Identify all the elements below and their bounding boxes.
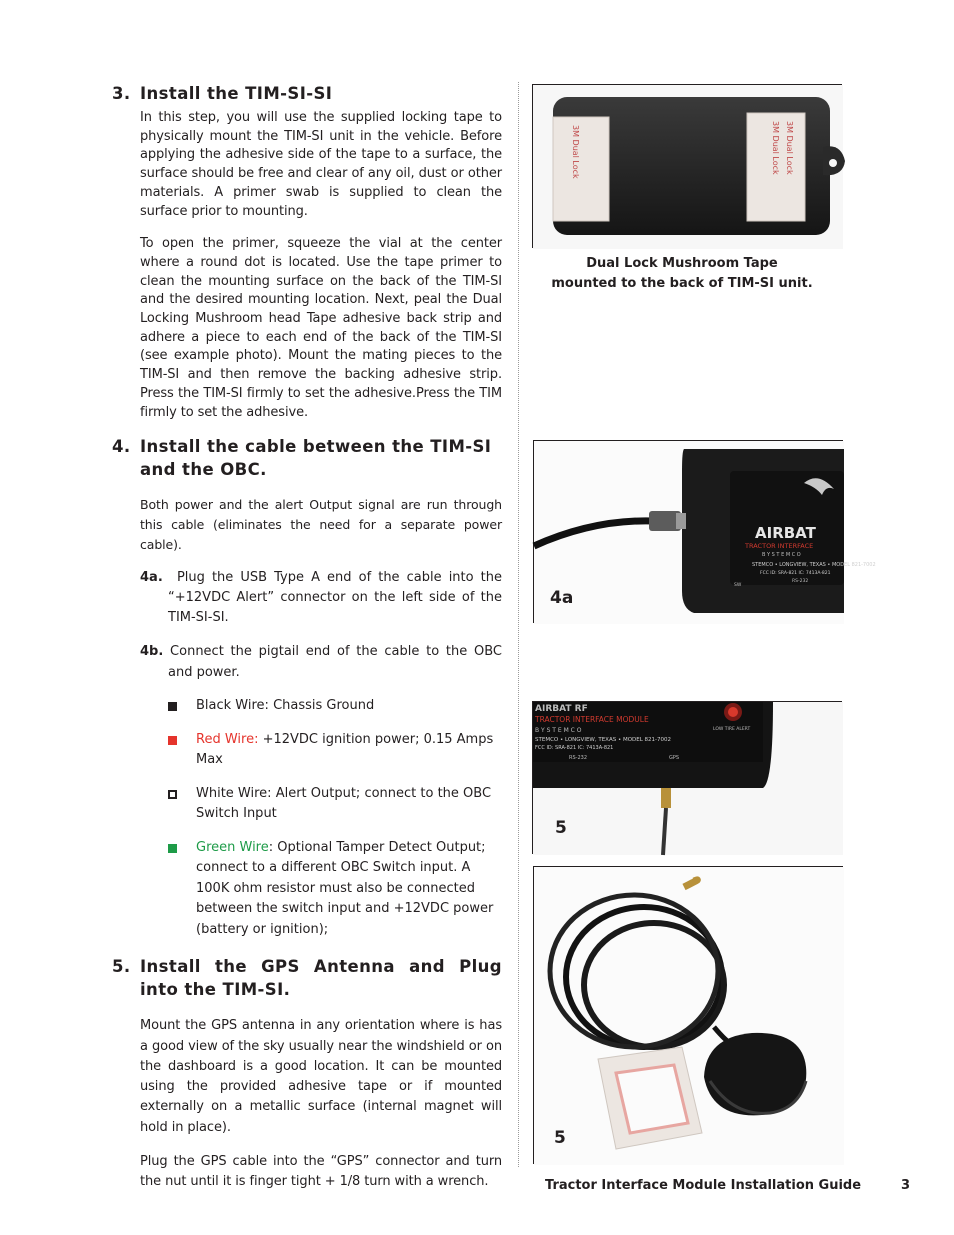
photo-caption (532, 254, 832, 294)
wire-list (112, 696, 502, 940)
section-5-number: 5. (112, 957, 131, 977)
wire-item-green (168, 838, 502, 941)
column-divider (518, 82, 519, 1167)
wire-label-white: White Wire (196, 785, 268, 801)
section-5-paragraph-1: Mount the GPS antenna in any orientation where is has a good view of the sky usually near the windshield or on the dashboard is a good location. It can be mounted using the provided adhesive tape or if mounted externally on a metallic surface (internal magnet will hold in place). (140, 1018, 502, 1135)
device-by: B Y S T E M C O (762, 552, 801, 558)
step-4b (140, 641, 502, 683)
port-rs232-label-2: RS-232 (569, 755, 587, 761)
device-subtitle-module: TRACTOR INTERFACE MODULE (535, 715, 649, 724)
wire-text-white: Alert Output; connect to the OBC Switch Input (196, 785, 492, 822)
photo-4a-label: 4a (550, 588, 574, 608)
step-4b-label: 4b. (140, 644, 164, 660)
tape-text-right-2: 3M Dual Lock (785, 121, 794, 175)
filled-square-bullet-icon (168, 736, 177, 745)
step-4a (140, 568, 502, 628)
tape-text-left: 3M Dual Lock (571, 125, 580, 179)
step-4a-label: 4a. (140, 570, 163, 586)
section-4-title: Install the cable between the TIM-SI and the OBC. (140, 437, 492, 480)
section-5-heading (112, 955, 502, 1001)
device-subtitle: TRACTOR INTERFACE (745, 542, 814, 550)
tape-text-right: 3M Dual Lock (771, 121, 780, 175)
device-brand: AIRBAT (755, 524, 816, 542)
section-5-paragraph-2: Plug the GPS cable into the “GPS” connector and turn the nut until it is finger tight + 1/8 turn with a wrench. (140, 1154, 502, 1190)
section-4-number: 4. (112, 437, 131, 457)
wire-label-green: Green Wire (196, 839, 269, 855)
photo-5-gps-antenna (533, 866, 843, 1164)
wire-sep-green: : (268, 839, 274, 855)
section-3-title: Install the TIM-SI-SI (140, 84, 333, 103)
usb-cable-illustration (534, 441, 876, 624)
section-4-paragraph-1: Both power and the alert Output signal are run through this cable (eliminates the need for a separate power cable). (140, 497, 502, 553)
wire-item-white (168, 784, 502, 825)
photo-5a-label: 5 (555, 818, 567, 838)
wire-label-black: Black Wire (196, 698, 265, 714)
gps-antenna-illustration (534, 867, 844, 1165)
photo-5-gps-connector (532, 701, 842, 854)
device-company: STEMCO • LONGVIEW, TEXAS • MODEL 821-7002 (752, 562, 876, 568)
caption-line-1: Dual Lock Mushroom Tape (586, 256, 778, 271)
wire-text-red: +12VDC ignition power; 0.15 Amps Max (196, 731, 494, 768)
section-3-number: 3. (112, 84, 131, 103)
caption-line-2: mounted to the back of TIM-SI unit. (551, 276, 813, 291)
photo-dual-lock-tape (532, 84, 842, 248)
device-by-2: B Y S T E M C O (535, 727, 582, 734)
device-company-2: STEMCO • LONGVIEW, TEXAS • MODEL 821-7002 (535, 737, 672, 743)
section-3-paragraph-2: To open the primer, squeeze the vial at the center where a round dot is located. Use the tape primer to clean the mounting surface on the back of the TIM-SI and the desired mounting location. Next, peal the Dual Locking Mushroom head Tape adhesive back strip and adhere a piece to each end of the back of the TIM-SI (see example photo). Mount the mating pieces to the TIM-SI and then remove the backing adhesive strip. Press the TIM-SI firmly to set the adhesive.Press the TIM firmly to set the adhesive. (140, 236, 502, 420)
wire-item-red (168, 730, 502, 771)
step-4a-text: Plug the USB Type A end of the cable into the “+12VDC Alert” connector on the left side of the TIM-SI-SI. (168, 570, 503, 626)
wire-text-green: Optional Tamper Detect Output; connect to a different OBC Switch input. A 100K ohm resistor must also be connected between the switch input and +12VDC power (battery or ignition); (196, 839, 494, 937)
tim-back-illustration (533, 85, 843, 249)
device-brand-rf: AIRBAT RF (535, 704, 588, 714)
wire-item-black (168, 696, 502, 717)
wire-text-black: Chassis Ground (268, 698, 375, 714)
device-fcc: FCC ID: SRA-821 IC: 7413A-821 (760, 571, 831, 576)
wire-sep-white: : (267, 785, 272, 801)
step-4b-text: Connect the pigtail end of the cable to the OBC and power. (168, 644, 502, 681)
port-gps-label: GPS (669, 755, 680, 761)
device-fcc-2: FCC ID: SRA-821 IC: 7413A-821 (535, 745, 614, 751)
filled-square-bullet-icon (168, 702, 177, 711)
section-3-heading (112, 82, 502, 105)
port-rs232-label: RS-232 (792, 579, 809, 584)
section-3-paragraph-1: In this step, you will use the supplied locking tape to physically mount the TIM-SI unit in the vehicle. Before applying the adhesive side of the tape to a surface, the surface should be free and clear of any oil, dust or other materials. A primer swab is supplied to clean the surface prior to mounting. (140, 110, 502, 219)
main-column (112, 82, 502, 1193)
photo-5b-label: 5 (554, 1128, 566, 1148)
hollow-square-bullet-icon (168, 790, 177, 799)
section-4-heading (112, 435, 502, 481)
footer-document-title: Tractor Interface Module Installation Guide (545, 1178, 862, 1193)
alert-label: LOW TIRE ALERT (713, 727, 751, 732)
gps-connector-illustration (533, 702, 843, 855)
filled-square-bullet-icon (168, 844, 177, 853)
footer-page-number: 3 (901, 1178, 911, 1193)
wire-label-red: Red Wire: (196, 731, 259, 747)
wire-sep-black: : (264, 698, 269, 714)
port-sw-label: SW (734, 583, 742, 588)
section-5-title: Install the GPS Antenna and Plug into the TIM-SI. (140, 957, 502, 1000)
photo-4a-usb-connection (533, 440, 876, 623)
